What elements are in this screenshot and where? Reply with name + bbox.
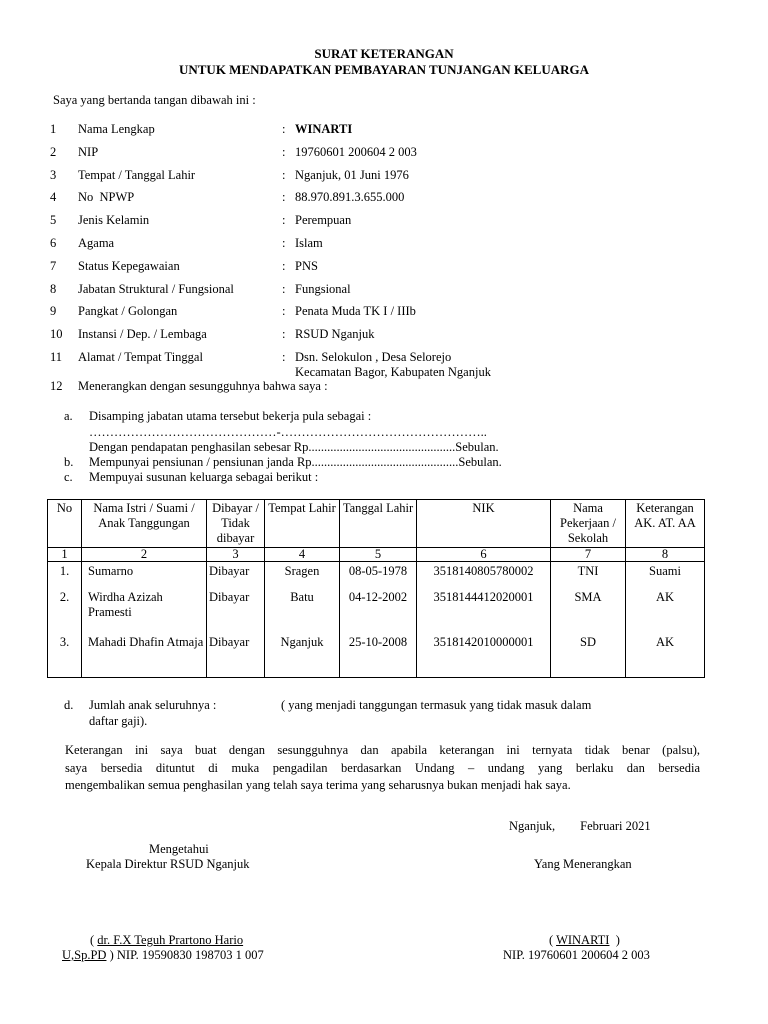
field-label: Nama Lengkap: [78, 122, 155, 136]
field-value: Perempuan: [295, 213, 352, 227]
right-sign-close: ): [609, 933, 620, 947]
header-place: Tempat Lahir: [265, 500, 340, 548]
row-note: AK: [626, 589, 705, 634]
field-value: Fungsional: [295, 282, 351, 296]
row-place: Batu: [265, 589, 340, 634]
row-name: Sumarno: [82, 562, 207, 590]
field-value: PNS: [295, 259, 318, 273]
field-colon: :: [282, 122, 286, 136]
left-sign-nip: ) NIP. 19590830 198703 1 007: [106, 948, 264, 962]
field-colon: :: [282, 350, 286, 364]
header-nik: NIK: [417, 500, 551, 548]
field-label: Pangkat / Golongan: [78, 304, 178, 318]
field-value-cont: Kecamatan Bagor, Kabupaten Nganjuk: [295, 365, 491, 379]
field-value: Islam: [295, 236, 323, 250]
row-job: SD: [551, 634, 626, 678]
field-number: 5: [50, 213, 57, 227]
right-sign-open: (: [549, 933, 557, 947]
index-cell: 2: [82, 548, 207, 562]
field-colon: :: [282, 327, 286, 341]
row-paid: Dibayar: [207, 634, 265, 678]
table-header-row: [48, 500, 705, 548]
field-value: WINARTI: [295, 122, 353, 136]
document-title: SURAT KETERANGAN: [314, 46, 454, 61]
field-number: 1: [50, 122, 57, 136]
field-number: 6: [50, 236, 57, 250]
field-number: 4: [50, 190, 57, 204]
header-no: No: [48, 500, 82, 548]
field-value: 19760601 200604 2 003: [295, 145, 417, 159]
left-sign-name-line1: [90, 933, 243, 948]
statement-line: mengembalikan semua penghasilan yang telah saya terima yang seharusnya bukan menjadi hak saya.: [65, 778, 571, 792]
header-paid: Dibayar / Tidak dibayar: [207, 500, 265, 548]
family-table: [47, 499, 705, 678]
right-sign-name-line: [549, 933, 620, 948]
row-note: AK: [626, 634, 705, 678]
left-sign-heading: Mengetahui: [149, 842, 209, 856]
header-name: Nama Istri / Suami / Anak Tanggungan: [82, 500, 207, 548]
index-cell: 1: [48, 548, 82, 562]
sub-a-income: Dengan pendapatan penghasilan sebesar Rp...............................................Sebulan.: [89, 440, 499, 454]
row-name: Mahadi Dhafin Atmaja: [82, 634, 207, 678]
field-label: Jabatan Struktural / Fungsional: [78, 282, 234, 296]
row-no: 3.: [48, 634, 82, 678]
field-colon: :: [282, 213, 286, 227]
field-colon: :: [282, 168, 286, 182]
field-label: NIP: [78, 145, 99, 159]
field-number: 7: [50, 259, 57, 273]
right-sign-heading: Yang Menerangkan: [534, 857, 632, 871]
index-cell: 4: [265, 548, 340, 562]
place-date: Nganjuk, Februari 2021: [509, 819, 651, 833]
index-cell: 6: [417, 548, 551, 562]
index-cell: 7: [551, 548, 626, 562]
sub-a-dots: ………………………………………-…………………………………………..: [89, 425, 487, 439]
field-label: No NPWP: [78, 190, 135, 204]
table-row: [48, 634, 705, 678]
field-value: Penata Muda TK I / IIIb: [295, 304, 416, 318]
row-date: 25-10-2008: [340, 634, 417, 678]
row-note: Suami: [626, 562, 705, 590]
field-colon: :: [282, 259, 286, 273]
sub-d-letter: d.: [64, 698, 74, 712]
statement-line: saya bersedia dituntut di muka pengadilan berdasarkan Undang – undang yang berlaku dan bersedia: [65, 760, 700, 775]
document-subtitle: UNTUK MENDAPATKAN PEMBAYARAN TUNJANGAN KELUARGA: [178, 62, 589, 77]
sub-a-letter: a.: [64, 409, 73, 423]
field-colon: :: [282, 190, 286, 204]
row-place: Sragen: [265, 562, 340, 590]
field-value: RSUD Nganjuk: [295, 327, 375, 341]
index-cell: 3: [207, 548, 265, 562]
field-number: 11: [50, 350, 63, 364]
header-job: Nama Pekerjaan / Sekolah: [551, 500, 626, 548]
header-date: Tanggal Lahir: [340, 500, 417, 548]
field-colon: :: [282, 145, 286, 159]
row-paid: Dibayar: [207, 562, 265, 590]
field-label: Status Kepegawaian: [78, 259, 180, 273]
row-job: TNI: [551, 562, 626, 590]
field-label: Jenis Kelamin: [78, 213, 150, 227]
index-cell: 8: [626, 548, 705, 562]
item-12-text: Menerangkan dengan sesungguhnya bahwa saya :: [78, 379, 328, 393]
sub-d-text: Jumlah anak seluruhnya :: [89, 698, 217, 712]
field-colon: :: [282, 282, 286, 296]
field-colon: :: [282, 236, 286, 250]
left-sign-title: Kepala Direktur RSUD Nganjuk: [86, 857, 250, 871]
sub-c-letter: c.: [64, 470, 73, 484]
row-job: SMA: [551, 589, 626, 634]
sub-d-note-cont: daftar gaji).: [89, 714, 148, 728]
field-number: 3: [50, 168, 57, 182]
row-date: 08-05-1978: [340, 562, 417, 590]
right-sign-nip: NIP. 19760601 200604 2 003: [503, 948, 650, 962]
statement-line: Keterangan ini saya buat dengan sesungguhnya dan apabila keterangan ini ternyata tidak benar (palsu),: [65, 743, 700, 757]
row-date: 04-12-2002: [340, 589, 417, 634]
field-label: Instansi / Dep. / Lembaga: [78, 327, 207, 341]
left-sign-name-suffix: U,Sp.PD: [62, 948, 107, 962]
header-note: Keterangan AK. AT. AA: [626, 500, 705, 548]
field-label: Alamat / Tempat Tinggal: [78, 350, 203, 364]
statement-paragraph: [65, 742, 700, 795]
table-index-row: [48, 548, 705, 562]
field-number: 10: [50, 327, 63, 341]
field-value: Nganjuk, 01 Juni 1976: [295, 168, 409, 182]
field-number: 9: [50, 304, 57, 318]
sub-b-text: Mempunyai pensiunan / pensiunan janda Rp...............................................Sebulan.: [89, 455, 502, 469]
field-value: 88.970.891.3.655.000: [295, 190, 405, 204]
field-number: 2: [50, 145, 57, 159]
sub-c-text: Mempuyai susunan keluarga sebagai berikut :: [89, 470, 319, 484]
left-sign-open: (: [90, 933, 98, 947]
row-no: 2.: [48, 589, 82, 634]
row-name: Wirdha Azizah Pramesti: [82, 589, 207, 634]
left-sign-name: dr. F.X Teguh Prartono Hario: [97, 933, 244, 947]
row-paid: Dibayar: [207, 589, 265, 634]
row-nik: 3518142010000001: [417, 634, 551, 678]
sub-d-note: ( yang menjadi tanggungan termasuk yang tidak masuk dalam: [281, 698, 592, 712]
field-number: 8: [50, 282, 57, 296]
table-row: [48, 589, 705, 634]
sub-a-text: Disamping jabatan utama tersebut bekerja pula sebagai :: [89, 409, 372, 423]
row-place: Nganjuk: [265, 634, 340, 678]
row-nik: 3518144412020001: [417, 589, 551, 634]
row-nik: 3518140805780002: [417, 562, 551, 590]
field-label: Agama: [78, 236, 115, 250]
field-colon: :: [282, 304, 286, 318]
field-value: Dsn. Selokulon , Desa Selorejo: [295, 350, 452, 364]
item-12-number: 12: [50, 379, 63, 393]
right-sign-name: WINARTI: [556, 933, 610, 947]
sub-b-letter: b.: [64, 455, 74, 469]
row-no: 1.: [48, 562, 82, 590]
left-sign-name-line2: [62, 948, 264, 963]
field-label: Tempat / Tanggal Lahir: [78, 168, 196, 182]
table-row: [48, 562, 705, 590]
intro-text: Saya yang bertanda tangan dibawah ini :: [53, 93, 256, 107]
index-cell: 5: [340, 548, 417, 562]
